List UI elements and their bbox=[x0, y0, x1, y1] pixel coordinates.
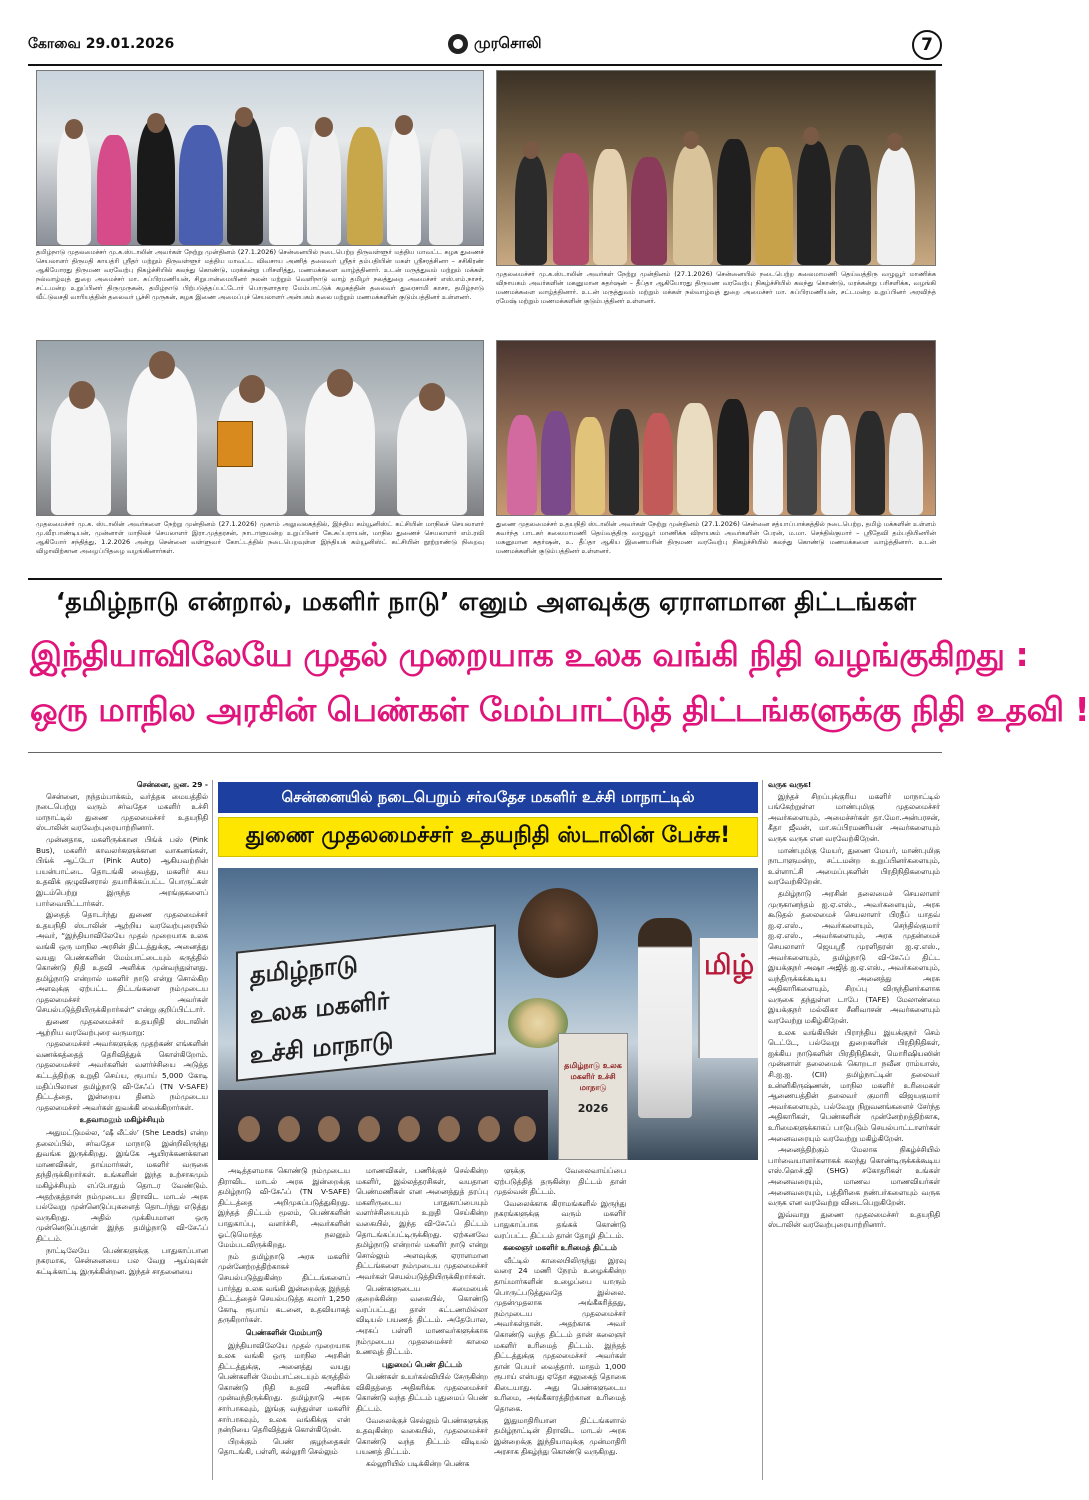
backdrop-text-1: தமிழ்நாடு bbox=[250, 949, 358, 990]
article-subheading: பெண்களின் மேம்பாடு bbox=[245, 1327, 323, 1337]
event-banner: சென்னையில் நடைபெறும் சர்வதேச மகளிர் உச்சி மாநாட்டில் bbox=[218, 782, 758, 813]
newspaper-name: முரசொலி bbox=[474, 34, 542, 52]
article-subheading: கலைஞர் மகளிர் உரிமைத் திட்டம் bbox=[503, 1243, 617, 1253]
article-paragraph: இந்தச் சிறப்புக்குரிய மகளிர் மாநாட்டில் பங்கேற்றுள்ள மாண்புமிகு முதலமைச்சர் அவர்களையும், அமைச்சர்கள் தா.மோ.அன்பரசன், கீதா ஜீவன், மா.சுப்பிரமணியன் அவர்களையும் வருக வருக என வரவேற்கிறேன். bbox=[768, 791, 940, 843]
article-paragraph: இதுமாதிரியான திட்டங்களால் தமிழ்நாட்டின் திராவிட மாடல் அரசு இன்றைக்கு இந்தியாவுக்கு முன்மாதிரி அரசாக திகழ்ந்து கொண்டு வருகிறது. bbox=[494, 1415, 626, 1457]
article-paragraph: கல்லூரியில் படிக்கின்ற பெண்க bbox=[366, 1459, 470, 1469]
photo-invitation-handover bbox=[36, 340, 484, 516]
article-paragraph: நாட்டிலேயே பெண்களுக்கு பாதுகாப்பான நகரமாக, சென்னையை பல வேறு ஆய்வுகள் சுட்டிக்காட்டி இருக்கின்றன. இந்தச் சாதனையை bbox=[36, 1245, 208, 1276]
article-subheading: உதவாமலும் மகிழ்ச்சியும் bbox=[79, 1115, 165, 1125]
main-headline-line-2: ஒரு மாநில அரசின் பெண்கள் மேம்பாட்டுத் திட்டங்களுக்கு நிதி உதவி ! bbox=[30, 690, 1089, 729]
article-column-2 bbox=[218, 1166, 350, 1480]
article-paragraph: பிறக்கும் பெண் குழந்தைகள் தொடங்கி, பள்ளி, கல்லூரி செல்லும் bbox=[218, 1436, 350, 1457]
article-paragraph: இந்தியாவிலேயே முதல் முறையாக உலக வங்கி ஒரு மாநில அரசின் திட்டத்துக்கு, அனைத்து வயது பெண்களின் மேம்பாட்டையும் கருத்தில் கொண்டு நிதி உதவி அளிக்க முன்வந்திருக்கிறது. தமிழ்நாடு அரசு சார்பாகவும், இங்கு வந்துள்ள மகளிர் சார்பாகவும், உலக வங்கிக்கு என் நன்றியை தெரிவித்துக் கொள்கிறேன். bbox=[218, 1340, 350, 1435]
podium bbox=[558, 1033, 628, 1160]
article-paragraph: சென்னை, நந்தம்பாக்கம், வர்த்தக மையத்தில் நடைபெற்று வரும் சர்வதேச மகளிர் உச்சி மாநாட்டில் துணை முதலமைச்சர் உதயநிதி ஸ்டாலின் வரவேற்புரையாற்றினார். bbox=[36, 791, 208, 833]
side-backdrop bbox=[698, 938, 758, 1058]
article-column-3 bbox=[356, 1166, 488, 1480]
article-paragraph: துணை முதலமைச்சர் உதயநிதி ஸ்டாலின் ஆற்றிய வரவேற்புரை வருமாறு: bbox=[36, 1017, 208, 1037]
article-paragraph: நம் தமிழ்நாடு அரசு மகளிர் முன்னேற்றத்திற்காகச் செயல்படுத்துகின்ற திட்டங்களைப் பார்த்து உலக வங்கி இன்றைக்கு இந்தத் திட்டத்தைச் செயல்படுத்த சுமார் 1,250 கோடி ரூபாய் கடனை, உதவியாகத் தருகிறார்கள். bbox=[218, 1251, 350, 1325]
column-divider bbox=[762, 780, 763, 1480]
backdrop-text-3: உச்சி மாநாடு bbox=[250, 1026, 394, 1070]
article-paragraph: பெண்கள் உயர்கல்வியில் சேருகின்ற விகிதத்தை அதிகரிக்க முதலமைச்சர் கொண்டு வந்த திட்டம் புதுமைப் பெண் திட்டம். bbox=[356, 1372, 488, 1414]
article-paragraph: தமிழ்நாடு அரசின் தலைமைச் செயலாளர் முருகானந்தம் ஐ.ஏ.எஸ்., அவர்களையும், அரசு கூடுதல் தலைமைச் செயலாளர் பிரதீப் யாதவ் ஐ.ஏ.எஸ்., அவர்களையும், செந்தில்குமார் ஐ.ஏ.எஸ்., அவர்களையும், அரசு முதன்மைச் செயலாளர் ஜெயஸ்ரீ முரளிதரன் ஐ.ஏ.எஸ்., அவர்களையும், தமிழ்நாடு வி-சேஃப் திட்ட இயக்குநர் அஷா அஜித் ஐ.ஏ.எஸ்., அவர்களையும், வந்திருக்கக்கூடிய அனைத்து அரசு அதிகாரிகளையும், சிறப்பு விருந்தினர்களாக வருகை தந்துள்ள டாபே (TAFE) மேலாண்மை இயக்குநர் மல்லிகா சீனிவாசன் அவர்களையும் வரவேற்று மகிழ்கிறேன். bbox=[768, 888, 940, 1026]
article-paragraph: மாண்புமிகு மேயர், துணை மேயர், மாண்புமிகு நாடாளுமன்ற, சட்டமன்ற உறுப்பினர்களையும், உள்ளாட்சி அமைப்புகளின் பிரதிநிதிகளையும் வரவேற்கிறேன். bbox=[768, 845, 940, 887]
photo-wedding-reception-3 bbox=[496, 340, 936, 516]
dignitaries-row bbox=[218, 1090, 548, 1160]
article-paragraph: அனைத்திற்கும் மேலாக நிகழ்ச்சியில் பார்வையாளர்களாகக் கலந்து கொண்டிருக்கக்கூடிய எஸ்.ஹெச்.ஜி (SHG) சகோதரிகள் உங்கள் அனைவரையும், மாணவ மாணவியர்கள் அனைவரையும், பத்திரிகை நண்பர்களையும் வருக வருக என வரவேற்று விடைபெறுகிறேன். bbox=[768, 1145, 940, 1208]
article-column-5 bbox=[768, 780, 940, 1480]
main-event-photo bbox=[218, 868, 758, 1160]
newspaper-logo bbox=[448, 34, 542, 54]
article-paragraph: அடித்தளமாக கொண்டு நம்முடைய திராவிட மாடல் அரசு இன்றைக்கு தமிழ்நாடு வி-சேஃப் (TN V-SAFE) திட்டத்தை அறிமுகப்படுத்துகிறது. இந்தத் திட்டம் மூலம், பெண்களின் பாதுகாப்பு, வளர்ச்சி, அவர்களின் ஓட்டுமொத்த நலனும் மேம்படவிருக்கிறது. bbox=[218, 1166, 350, 1250]
article-paragraph: பெண்களுடைய சுமையைக் குறைக்கின்ற வகையில், கொண்டு வரப்பட்டது தான் கட்டணமில்லா விடியல் பயணத் திட்டம். அதேபோல, அரசுப் பள்ளி மாணவர்களுக்காக நம்முடைய முதலமைச்சர் காலை உணவுத் திட்டம். bbox=[356, 1283, 488, 1357]
speaker-banner: துணை முதலமைச்சர் உதயநிதி ஸ்டாலின் பேச்சு! bbox=[218, 817, 758, 857]
issue-date: கோவை 29.01.2026 bbox=[28, 36, 175, 52]
article-column-1 bbox=[36, 780, 208, 1480]
photo-caption: துணை முதலமைச்சர் உதயநிதி ஸ்டாலின் அவர்கள் நேற்று முன்தினம் (27.1.2026) சென்னை சத்யாப்பாக்கத்தில் நடைபெற்ற, தமிழ் மக்களின் உள்ளம் கவர்ந்த பாடகர் கலைமாமணி தெய்வத்திரு வழுவூர் மாணிக்க விநாயகம் அவர்களின் பேரன், ம.மா. செந்தில்குமார் – ஸ்ரீதேவி தம்பதியினரின் மகனுமான சுதர்ஷன், உ. தீப்தா ஆகிய இணையரின் திருமண வரவேற்பு நிகழ்ச்சியில் கலந்து கொண்டு மணமக்களை வாழ்த்தினார். உடன் மணமக்களின் குடும்பத்தினர் உள்ளனர். bbox=[496, 520, 936, 555]
section-rule bbox=[28, 578, 942, 580]
masthead-rule bbox=[28, 64, 942, 66]
kicker-headline: ‘தமிழ்நாடு என்றால், மகளிர் நாடு’ எனும் அளவுக்கு ஏராளமான திட்டங்கள் bbox=[55, 587, 917, 616]
article-column-4 bbox=[494, 1166, 626, 1480]
article-paragraph: உலக வங்கியின் பிராந்திய இயக்குநர் செம் டெட்டே, பல்வேறு துறைகளின் பிரதிநிதிகள், ஐக்கிய நாடுகளின் பிரதிநிதிகள், மொரிஷியஸின் முன்னாள் தலைமைக் கொறடா நவீன ராம்யாஸ், சி.ஐ.ஐ. (CII) தமிழ்நாட்டின் தலைவர் உன்னிகிருஷ்ணன், மாநில மகளிர் உரிமைகள் ஆணையத்தின் தலைவர் குமாரி விஜயகுமார் அவர்களையும், பல்வேறு நிறுவனங்களைச் சேர்ந்த அதிகாரிகள், பெண்களின் முன்னேற்றத்திற்காக, உரிமைகளுக்காகப் பாடுபடும் செயல்பாட்டாளர்கள் அனைவரையும் வரவேற்று மகிழ்கிறேன். bbox=[768, 1027, 940, 1143]
main-headline-line-1: இந்தியாவிலேயே முதல் முறையாக உலக வங்கி நிதி வழங்குகிறது : bbox=[30, 635, 1029, 674]
stage-backdrop bbox=[236, 924, 496, 1081]
article-paragraph: வேலைக்காக கிராமங்களில் இருந்து நகரங்களுக்கு வரும் மகளிர் பாதுகாப்பாக தங்கக் கொண்டு வரப்பட்ட திட்டம் தான் தோழி திட்டம். bbox=[494, 1198, 626, 1240]
photo-wedding-reception-1 bbox=[36, 70, 484, 246]
sun-emblem-icon bbox=[448, 34, 468, 54]
leader-portrait bbox=[518, 888, 598, 978]
article-paragraph: வீட்டில் காலையிலிருந்து இரவு வரை 24 மணி நேரம் உழைக்கின்ற தாய்மார்களின் உழைப்பை யாரும் பொருட்படுத்துவதே இல்லை. முதன்முதலாக அங்கீகரித்தது, நம்முடைய முதலமைச்சர் அவர்கள்தான். அதற்காக அவர் கொண்டு வந்த திட்டம் தான் கலைஞர் மகளிர் உரிமைத் திட்டம். இந்தத் திட்டத்துக்கு முதலமைச்சர் அவர்கள் தான் பெயர் வைத்தார். மாதம் 1,000 ரூபாய் என்பது ஏதோ சலுகைத் தொகை கிடையாது. அது பெண்களுடைய உரிமை, அங்கீகாரத்திற்கான உரிமைத் தொகை. bbox=[494, 1255, 626, 1414]
masthead bbox=[28, 30, 942, 64]
backdrop-text-2: உலக மகளிர் bbox=[250, 986, 390, 1030]
headline-rule bbox=[28, 752, 942, 753]
podium-text: தமிழ்நாடு உலக மகளிர் உச்சி மாநாடு bbox=[564, 1061, 622, 1092]
article-paragraph: மாணவிகள், பணிக்குச் செல்கின்ற மகளிர், இல்லத்தரசிகள், வயதான பெண்மணிகள் என அனைத்துத் தரப்பு மகளிருடைய பாதுகாப்பையும் வளர்ச்சியையும் உறுதி செய்கின்ற வகையில், இந்த வி-சேஃப் திட்டம் தொடங்கப்பட்டிருக்கிறது. ஏற்கனவே தமிழ்நாடு என்றால் மகளிர் நாடு என்று சொல்லும் அளவுக்கு ஏராளமான திட்டங்களை நம்முடைய முதலமைச்சர் அவர்கள் செயல்படுத்தியிருக்கிறார்கள். bbox=[356, 1166, 488, 1281]
column-divider bbox=[212, 780, 213, 1480]
podium-year: 2026 bbox=[577, 1102, 609, 1115]
article-paragraph: வேலைக்குச் செல்லும் பெண்களுக்கு உதவுகின்ற வகையில், முதலமைச்சர் கொண்டு வந்த திட்டம் விடியல் பயணத் திட்டம். bbox=[356, 1415, 488, 1457]
side-backdrop-text: மிழ் bbox=[704, 948, 755, 981]
article-paragraph: வருக வருக! bbox=[768, 780, 812, 789]
article-paragraph: இதைத் தொடர்ந்து துணை முதலமைச்சர் உதயநிதி ஸ்டாலின் ஆற்றிய வரவேற்புரையில் அவர், “இந்தியாவிலேயே முதல் முறையாக உலக வங்கி ஒரு மாநில அரசின் திட்டத்துக்கு, அனைத்து வயது பெண்களின் மேம்பாட்டையும் கருத்தில் கொண்டு நிதி உதவி அளிக்க முன்வந்துள்ளது. தமிழ்நாடு என்றால் மகளிர் நாடு என்று சொல்கிற அளவுக்கு ஏற்பட்ட திட்டங்களை நம்முடைய முதலமைச்சர் அவர்கள் செயல்படுத்தியிருக்கிறார்கள்” என்று குறிப்பிட்டார். bbox=[36, 910, 208, 1015]
article-dateline: சென்னை, ஜன. 29 - bbox=[136, 780, 208, 789]
article-paragraph: முதலமைச்சர் அவர்களுக்கு முதற்கண் எங்களின் வணக்கத்தைத் தெரிவித்துக் கொள்கிறோம். முதலமைச்சர் அவர்களின் வளர்ச்சியை அடுத்த கட்டத்திற்கு உறுதி செய்ய, ரூபாய் 5,000 கோடி மதிப்பிலான தமிழ்நாடு வி-சேஃப் (TN V-SAFE) திட்டத்தை, இன்றைய தினம் நம்முடைய முதலமைச்சர் அவர்கள் துவக்கி வைக்கிறார்கள். bbox=[36, 1039, 208, 1112]
invitation-card bbox=[217, 421, 253, 467]
article-paragraph: முன்னதாக, மகளிருக்கான பிங்க் பஸ் (Pink Bus), மகளிர் காவலர்களுக்கான வாகனங்கள், பிங்க் ஆட்டோ (Pink Auto) ஆகியவற்றின் பயன்பாட்டை தொடங்கி வைத்து, மகளிர் சுய உதவிக் குழுவினரால் தயாரிக்கப்பட்ட பொருட்கள் இடம்பெற்று இருந்த அரங்குகளைப் பார்வையிட்டார்கள். bbox=[36, 834, 208, 908]
photo-caption: தமிழ்நாடு முதலமைச்சர் மு.க.ஸ்டாலின் அவர்கள் நேற்று முன்தினம் (27.1.2026) சென்னையில் நடைபெற்ற திருவள்ளூர் மத்திய மாவட்ட கழக துணைச் செயலாளர் திருமதி காயத்ரி ஸ்ரீதர் மற்றும் திருவள்ளூர் மத்திய மாவட்ட விவசாய அணித் தலைவர் ஸ்ரீதர் தம்பதியின் மகள் ஸ்ரீசரத்சினா – சசிகிரண் ஆகியோரது திருமண வரவேற்பு நிகழ்ச்சியில் கலந்து கொண்டு, மரக்கன்று பரிசளித்து, மணமக்களை வாழ்த்தினார். உடன் மருத்துவம் மற்றும் மக்கள் நல்வாழ்வுத் துறை அமைச்சர் மா. சுப்பிரமணியன், சிறுபான்மையினர் நலன் மற்றும் வெளிநாடு வாழ் தமிழர் நலத்துறை அமைச்சர் எஸ்.எம்.நாசர், சட்டமன்ற உறுப்பினர் திருமுருகன், தமிழ்நாடு பிற்படுத்தப்பட்டோர் பொருளாதார மேம்பாட்டுக் கழகத்தின் தலைவர் துரைசாமி காசா, தமிழ்நாடு வீட்டுவசதி வாரியத்தின் தலைவர் பூச்சி முருகன், கழக இணை அமைப்புச் செயலாளர் அன்பகம் கலை மற்றும் மணமக்களின் குடும்பத்தினர் உள்ளனர். bbox=[36, 248, 484, 301]
speaker-figure bbox=[638, 918, 692, 1118]
photo-wedding-reception-2 bbox=[496, 70, 936, 266]
article-paragraph: அதுமட்டுமல்ல, ‘ஷீ லீட்ஸ்’ (She Leads) என்ற தலைப்பில், சர்வதேச மாநாடு இன்றிலிருந்து துவங்க இருக்கிறது. இங்கே ஆயிரக்கணக்கான மாணவிகள், தாய்மார்கள், மகளிர் வருகை தந்திருக்கிறார்கள். உங்களின் இந்த உற்சாகமும் மகிழ்ச்சியும் எப்போதும் தொடர வேண்டும். அதற்குத்தான் நம்முடைய திராவிட மாடல் அரசு பல்வேறு முன்னெடுப்புகளைத் தொடர்ந்து எடுத்து வருகிறது. அதில் முக்கியமான ஒரு முன்னெடுப்புதான் இந்த தமிழ்நாடு வி-சேஃப் திட்டம். bbox=[36, 1128, 208, 1243]
article-subheading: புதுமைப் பெண் திட்டம் bbox=[382, 1359, 462, 1369]
article-paragraph: ளுக்கு வேலைவாய்ப்பை ஏற்படுத்தித் தருகின்ற திட்டம் தான் முதல்வன் திட்டம். bbox=[494, 1166, 626, 1197]
page-number: 7 bbox=[912, 30, 942, 60]
photo-caption: முதலமைச்சர் மு.க. ஸ்டாலின் அவர்களை நேற்று முன்தினம் (27.1.2026) முகாம் அலுவலகத்தில், இந்திய கம்யூனிஸ்ட் கட்சியின் மாநிலச் செயலாளர் மு.வீரபாண்டியன், முன்னாள் மாநிலச் செயலாளர் இரா.முத்தரசன், நாடாளுமன்ற உறுப்பினர் கே.சுப்பராயன், மாநில துணைச் செயலாளர் எம்.ரவி ஆகியோர் சந்தித்து, 1.2.2026 அன்று சென்னை வள்ளுவர் கோட்டத்தில் நடைபெறவுள்ள இந்தியக் கம்யூனிஸ்ட் கட்சியின் நூற்றாண்டு நிறைவு விழாவிற்கான அழைப்பிதழை வழங்கினார்கள். bbox=[36, 520, 484, 555]
photo-caption: முதலமைச்சர் மு.க.ஸ்டாலின் அவர்கள் நேற்று முன்தினம் (27.1.2026) சென்னையில் நடைபெற்ற கலைமாமணி தெய்வத்திரு வழுவூர் மாணிக்க விநாயகம் அவர்களின் மகனுமான சுதர்ஷன் – தீப்தா ஆகியோரது திருமண வரவேற்பு நிகழ்ச்சியில் கலந்து கொண்டு, மரக்கன்று பரிசளிக்க, வழங்கி மணமக்களை வாழ்த்தினார். உடன் மருத்துவம் மற்றும் மக்கள் நல்வாழ்வுத் துறை அமைச்சர் மா. சுப்பிரமணியன், சட்டமன்ற உறுப்பினர் அரவிந்த் ரமேஷ் மற்றும் மணமக்களின் குடும்பத்தினர் உள்ளனர். bbox=[496, 270, 936, 305]
article-paragraph: இவ்வாறு துணை முதலமைச்சர் உதயநிதி ஸ்டாலின் வரவேற்புரையாற்றினார். bbox=[768, 1209, 940, 1230]
